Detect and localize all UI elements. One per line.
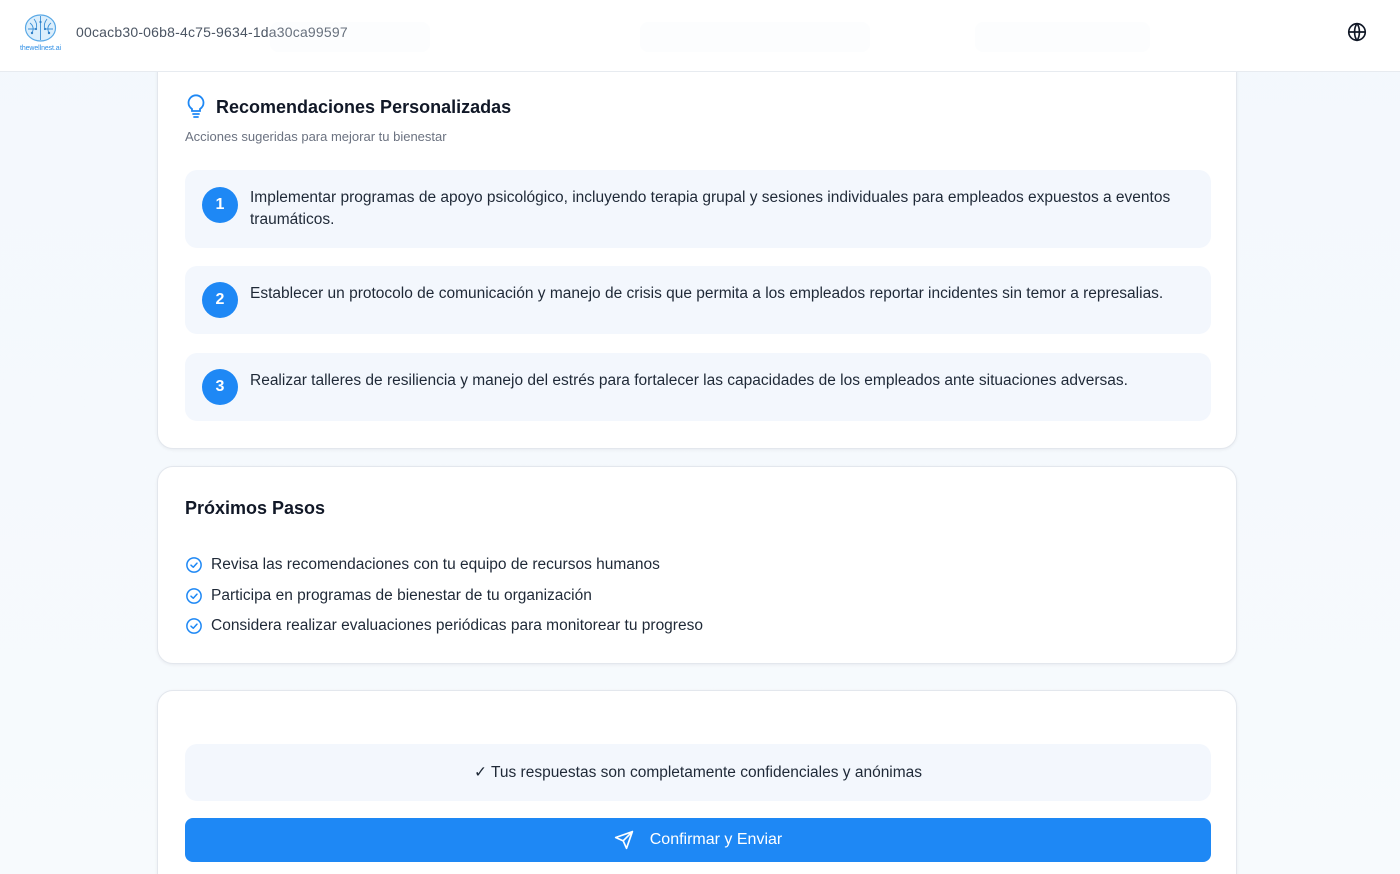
recommendation-number: 2 [202, 282, 238, 318]
next-step-item [185, 585, 592, 607]
session-id: 00cacb30-06b8-4c75-9634-1da30ca99597 [76, 24, 348, 40]
recommendation-number: 3 [202, 369, 238, 405]
recommendations-subtitle: Acciones sugeridas para mejorar tu bienestar [185, 129, 447, 144]
nav-ghost-3 [975, 22, 1150, 52]
recommendation-item [185, 266, 1211, 334]
recommendation-text: Realizar talleres de resiliencia y manejo del estrés para fortalecer las capacidades de los empleados ante situaciones adversas. [250, 372, 1128, 389]
nav-ghost-2 [640, 22, 870, 52]
next-step-item [185, 615, 703, 637]
next-steps-title: Próximos Pasos [185, 498, 326, 518]
recommendation-number: 1 [202, 187, 238, 223]
recommendations-card [157, 60, 1237, 449]
globe-icon[interactable] [1346, 21, 1368, 43]
top-header [0, 0, 1400, 72]
next-steps-card [157, 466, 1237, 664]
submit-card [157, 690, 1237, 874]
check-circle-icon [185, 617, 203, 635]
next-step-text: Participa en programas de bienestar de tu organización [211, 587, 592, 604]
check-circle-icon [185, 556, 203, 574]
check-circle-icon [185, 587, 203, 605]
next-step-text: Revisa las recomendaciones con tu equipo de recursos humanos [211, 556, 660, 573]
recommendation-text: Implementar programas de apoyo psicológico, incluyendo terapia grupal y sesiones individuales para empleados expuestos a eventos traumáticos. [250, 189, 1171, 228]
next-step-item [185, 554, 660, 576]
confidential-notice: ✓ Tus respuestas son completamente confidenciales y anónimas [185, 744, 1211, 801]
logo-text: thewellnest.ai [19, 45, 61, 52]
recommendation-text: Establecer un protocolo de comunicación y manejo de crisis que permita a los empleados reportar incidentes sin temor a represalias. [250, 285, 1164, 302]
recommendation-item [185, 170, 1211, 248]
confirm-submit-button[interactable] [185, 818, 1211, 862]
send-icon [614, 830, 634, 850]
next-step-text: Considera realizar evaluaciones periódicas para monitorear tu progreso [211, 617, 703, 634]
lightbulb-icon [185, 94, 207, 118]
confirm-submit-label: Confirmar y Enviar [649, 831, 783, 848]
nav-ghost-1 [270, 22, 430, 52]
recommendation-item [185, 353, 1211, 421]
recommendations-title: Recomendaciones Personalizadas [216, 97, 512, 117]
